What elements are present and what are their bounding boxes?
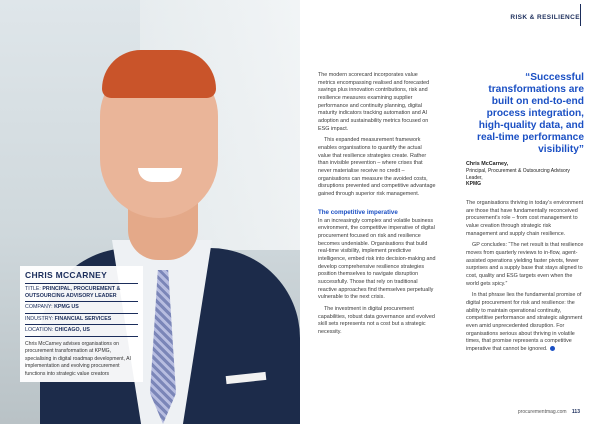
- profile-description: Chris McCarney advises organisations on procurement transformation at KPMG, specialising in digital roadmap development, AI implementation and evolving procurement functions into strategic value creators: [25, 341, 131, 377]
- title-label: TITLE:: [25, 286, 41, 292]
- industry-label: INDUSTRY:: [25, 315, 54, 322]
- paragraph: The organisations thriving in today’s environment are those that have fundamentally reconceived procurement’s role – from cost management to value creation through strategic risk management and supply chain resilience.: [466, 200, 584, 237]
- paragraph: This expanded measurement framework enables organisations to quantify the actual value that resilience strategies create. Rather than invisible prevention – where crises that never materialise receive no credit – organisations can measure the avoided costs, disruptions prevented and competitive advantage gained through superior risk management.: [318, 137, 436, 198]
- page-number: 113: [571, 409, 580, 415]
- footer-site: procurementmag.com: [517, 409, 567, 415]
- pull-quote: “Successful transformations are built on end-to-end process integration, high-quality data, and real-time performance visibility”: [476, 72, 584, 156]
- location-value: CHICAGO, US: [54, 327, 90, 334]
- quote-org: KPMG: [466, 181, 481, 188]
- profile-title-row: [25, 284, 138, 302]
- subheading: The competitive imperative: [318, 208, 398, 216]
- article-column-2: [466, 72, 584, 353]
- end-of-article-icon: [550, 346, 555, 351]
- page-footer: [518, 409, 580, 415]
- quote-role: Principal, Procurement & Outsourcing Advisory Leader,: [466, 168, 570, 181]
- profile-name: CHRIS MCCARNEY: [25, 269, 138, 284]
- profile-location-row: [25, 325, 138, 337]
- paragraph: In an increasingly complex and volatile business environment, the competitive imperative of digital procurement focused on risk and resilience becomes undeniable. Organisations that build real-time visibility, implement predictive intelligence, embed risk into decision-making and develop comprehensive resilience strategies position themselves to navigate disruption successfully. Those that rely on traditional reactive approaches find themselves perpetually vulnerable to the next crisis.: [318, 217, 436, 301]
- profile-card: [20, 266, 143, 382]
- quote-author: Chris McCarney,: [466, 161, 509, 168]
- paragraph: The investment in digital procurement capabilities, robust data governance and evolved skill sets represents not a cost but a strategic necessity.: [318, 306, 435, 336]
- section-tag: RISK & RESILIENCE: [510, 14, 580, 21]
- paragraph-text: In that phrase lies the fundamental promise of digital procurement for risk and resilience: the ability to maintain operational continuity, competitive performance and strategic alignment even amid unprecedented disruption. For organisations serious about thriving in volatile times, that promise represents a competitive imperative that cannot be ignored.: [466, 292, 583, 353]
- company-value: KPMG US: [54, 304, 79, 311]
- profile-company-row: [25, 302, 138, 314]
- industry-value: FINANCIAL SERVICES: [54, 315, 112, 322]
- profile-industry-row: [25, 314, 138, 326]
- company-label: COMPANY:: [25, 304, 53, 311]
- hair: [102, 50, 216, 98]
- title-value: PRINCIPAL, PROCUREMENT & OUTSOURCING ADVISORY LEADER: [25, 286, 121, 299]
- article-column-1: [318, 72, 436, 337]
- location-label: LOCATION:: [25, 327, 54, 334]
- column-2-body: [466, 200, 584, 354]
- section-rule: [580, 4, 581, 26]
- quote-attribution: [466, 161, 584, 188]
- paragraph: GP concludes: “The net result is that resilience moves from quarterly reviews to in-flow, agent-assisted operations yielding faster pivots, fewer surprises and a supply base that stays aligned to cost, quality and ESG targets even when the world gets spicy.”: [466, 242, 584, 287]
- paragraph: [466, 292, 584, 353]
- paragraph: The modern scorecard incorporates value metrics encompassing realised and forecasted savings plus innovation contributions, risk and resilience measures examining supplier performance and continuity planning, digital maturity indicators tracking automation and AI adoption and sustainability metrics focused on ESG impact.: [318, 72, 430, 132]
